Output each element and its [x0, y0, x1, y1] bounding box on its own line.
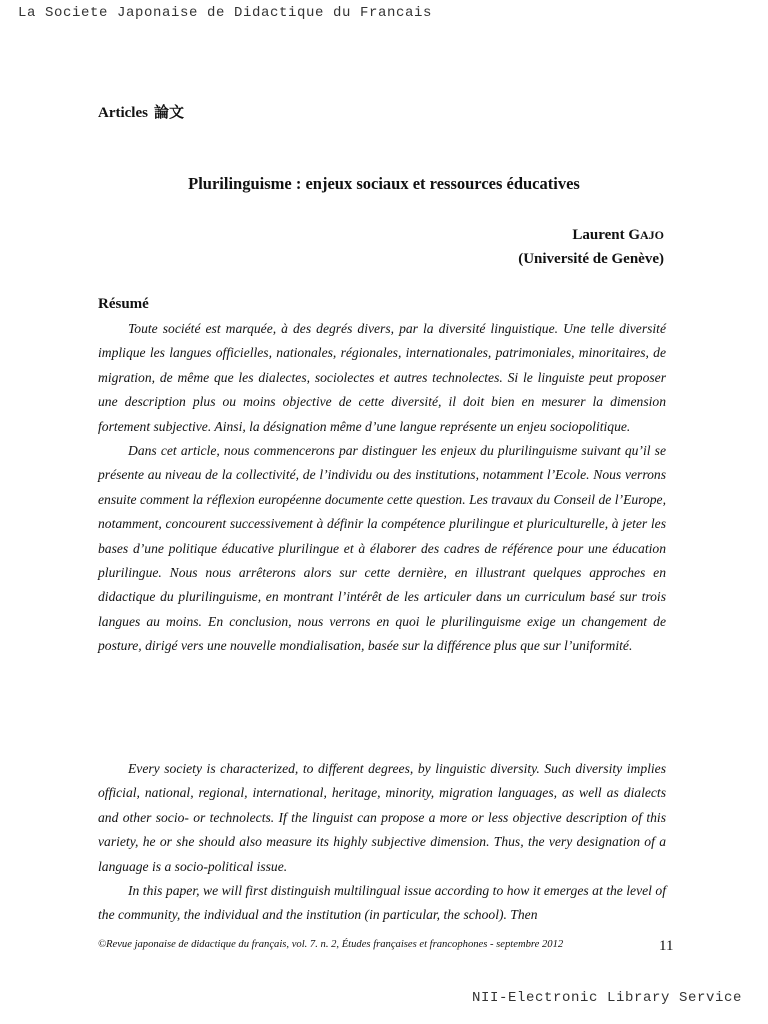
article-title: Plurilinguisme : enjeux sociaux et ressources éducatives: [188, 174, 580, 193]
author-name: [518, 223, 664, 247]
abstract-paragraph: Every society is characterized, to different degrees, by linguistic diversity. Such diversity implies official, national, regional, international, heritage, minority, migration languages, as well as dialects and other socio- or technolects. If the linguist can propose a more or less objective description of this variety, he or she should also measure its highly subjective dimension. Thus, the very designation of a language is a socio-political issue.: [98, 761, 666, 874]
abstract-paragraph: Toute société est marquée, à des degrés divers, par la diversité linguistique. Une telle diversité implique les langues officielles, nationales, régionales, internationales, patrimoniales, minoritaires, de migration, de même que les dialectes, sociolectes et autres technolectes. Si le linguiste peut proposer une description plus ou moins objective de cette diversité, il doit bien en mesurer la dimension fortement subjective. Ainsi, la désignation même d’une langue représente un enjeu sociopolitique.: [98, 321, 666, 434]
author-surname-initial: G: [628, 227, 640, 243]
section-label-japanese: 論文: [153, 105, 184, 121]
abstract-paragraph: In this paper, we will first distinguish multilingual issue according to how it emerges at the level of the community, the individual and the institution (in particular, the school). Then: [98, 883, 666, 923]
author-given-name: Laurent: [572, 227, 625, 243]
section-label: [98, 101, 184, 122]
journal-citation: ©Revue japonaise de didactique du français, vol. 7. n. 2, Études françaises et francophones - septembre 2012: [98, 939, 564, 950]
resume-heading: Résumé: [98, 296, 149, 312]
service-watermark: NII-Electronic Library Service: [471, 990, 742, 1006]
publisher-watermark: La Societe Japonaise de Didactique du Francais: [18, 5, 433, 21]
abstract-paragraph: Dans cet article, nous commencerons par distinguer les enjeux du plurilinguisme suivant qu’il se présente au niveau de la collectivité, de l’individu ou des institutions, notamment l’Ecole. Nous verrons ensuite comment la réflexion européenne documente cette question. Les travaux du Conseil de l’Europe, notamment, concourent successivement à définir la compétence plurilingue et pluriculturelle, à jeter les bases d’une politique éducative plurilingue et à élaborer des cadres de référence pour une éducation plurilingue. Nous nous arrêterons alors sur cette dernière, en illustrant quelques approches en didactique du plurilinguisme, en montrant l’intérêt de les articuler dans un curriculum basé sur trois langues au moins. En conclusion, nous verrons en quoi le plurilinguisme exige un changement de posture, dirigé vers une nouvelle mondialisation, basée sur la différence plus que sur l’uniformité.: [98, 443, 666, 654]
page-number: 11: [659, 938, 674, 954]
author-surname-rest: AJO: [640, 228, 664, 242]
section-label-text: Articles: [98, 105, 148, 121]
author-affiliation: (Université de Genève): [518, 251, 664, 267]
author-block: [518, 223, 664, 271]
abstract-french: [98, 317, 666, 659]
abstract-english: [98, 757, 666, 928]
